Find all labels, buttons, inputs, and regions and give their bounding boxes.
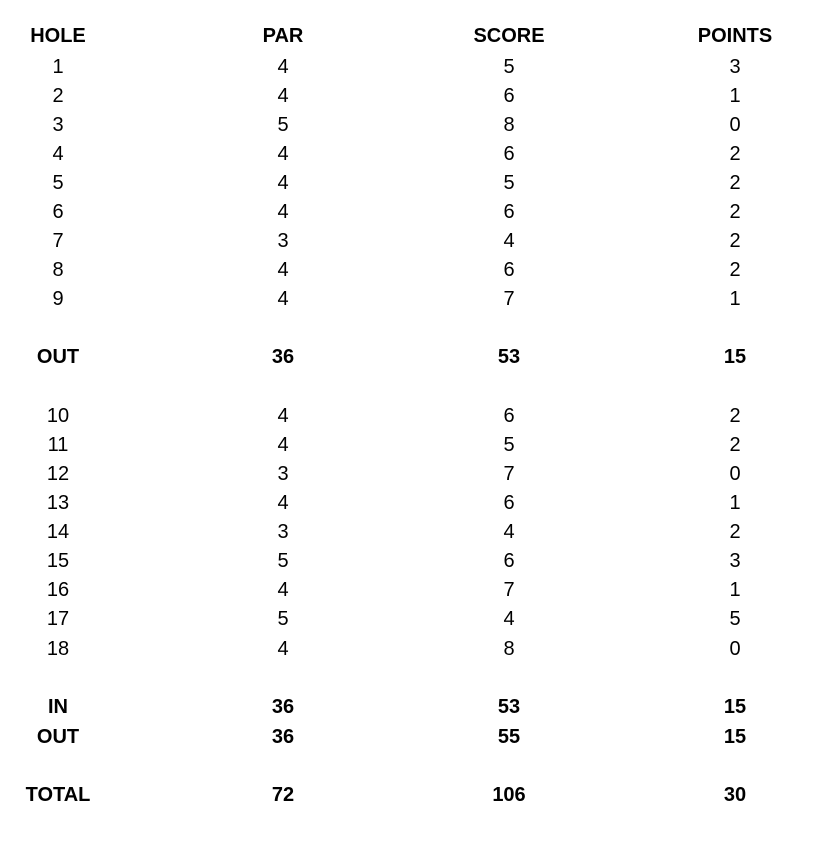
- hole-par: 4: [277, 259, 289, 281]
- hole-score: 6: [503, 550, 515, 572]
- hole-number: 15: [46, 550, 70, 572]
- hole-par: 5: [277, 114, 289, 136]
- hole-row: [0, 169, 816, 198]
- hole-par: 4: [277, 85, 289, 107]
- hole-score: 5: [503, 172, 515, 194]
- out-subtotal-row: [0, 343, 816, 372]
- hole-points: 3: [729, 550, 741, 572]
- hole-points: 2: [729, 434, 741, 456]
- hole-score: 8: [503, 114, 515, 136]
- subtotal-points: 15: [723, 346, 747, 368]
- hole-number: 5: [52, 172, 64, 194]
- hole-row: [0, 111, 816, 140]
- hole-row: [0, 431, 816, 460]
- hole-number: 8: [52, 259, 64, 281]
- hole-par: 3: [277, 230, 289, 252]
- subtotal-par: 36: [271, 346, 295, 368]
- hole-number: 18: [46, 638, 70, 660]
- summary-par: 36: [271, 696, 295, 718]
- hole-score: 4: [503, 230, 515, 252]
- hole-score: 4: [503, 521, 515, 543]
- hole-row: [0, 256, 816, 285]
- hole-score: 4: [503, 608, 515, 630]
- hole-row: [0, 402, 816, 431]
- hole-row: [0, 635, 816, 664]
- total-label: TOTAL: [25, 784, 91, 806]
- hole-par: 4: [277, 405, 289, 427]
- summary-par: 36: [271, 726, 295, 748]
- hole-par: 5: [277, 550, 289, 572]
- hole-score: 7: [503, 579, 515, 601]
- hole-points: 1: [729, 492, 741, 514]
- summary-label: IN: [48, 696, 68, 718]
- hole-row: [0, 140, 816, 169]
- summary-points: 15: [723, 696, 747, 718]
- hole-points: 1: [729, 85, 741, 107]
- hole-points: 2: [729, 201, 741, 223]
- total-score: 106: [492, 784, 526, 806]
- hole-row: [0, 53, 816, 82]
- hole-points: 0: [729, 463, 741, 485]
- hole-points: 0: [729, 638, 741, 660]
- hole-number: 6: [52, 201, 64, 223]
- summary-label: OUT: [36, 726, 80, 748]
- hole-par: 4: [277, 201, 289, 223]
- column-header-score: SCORE: [473, 25, 545, 47]
- hole-score: 6: [503, 85, 515, 107]
- hole-par: 4: [277, 288, 289, 310]
- hole-par: 4: [277, 492, 289, 514]
- hole-number: 16: [46, 579, 70, 601]
- hole-par: 4: [277, 56, 289, 78]
- hole-score: 6: [503, 259, 515, 281]
- subtotal-score: 53: [497, 346, 521, 368]
- hole-points: 5: [729, 608, 741, 630]
- hole-points: 2: [729, 405, 741, 427]
- hole-number: 4: [52, 143, 64, 165]
- hole-score: 7: [503, 463, 515, 485]
- hole-row: [0, 547, 816, 576]
- hole-points: 0: [729, 114, 741, 136]
- hole-number: 7: [52, 230, 64, 252]
- subtotal-label: OUT: [36, 346, 80, 368]
- hole-score: 6: [503, 492, 515, 514]
- hole-score: 6: [503, 201, 515, 223]
- out-summary-row: [0, 723, 816, 752]
- hole-points: 2: [729, 230, 741, 252]
- column-header-par: PAR: [262, 25, 304, 47]
- total-par: 72: [271, 784, 295, 806]
- hole-par: 3: [277, 521, 289, 543]
- hole-par: 4: [277, 172, 289, 194]
- hole-row: [0, 285, 816, 314]
- hole-number: 13: [46, 492, 70, 514]
- hole-number: 17: [46, 608, 70, 630]
- hole-row: [0, 576, 816, 605]
- hole-row: [0, 198, 816, 227]
- hole-points: 1: [729, 288, 741, 310]
- hole-number: 14: [46, 521, 70, 543]
- hole-par: 4: [277, 143, 289, 165]
- hole-par: 5: [277, 608, 289, 630]
- hole-score: 5: [503, 434, 515, 456]
- hole-score: 6: [503, 143, 515, 165]
- summary-points: 15: [723, 726, 747, 748]
- hole-score: 7: [503, 288, 515, 310]
- hole-score: 8: [503, 638, 515, 660]
- total-points: 30: [723, 784, 747, 806]
- hole-points: 2: [729, 521, 741, 543]
- hole-number: 3: [52, 114, 64, 136]
- summary-score: 55: [497, 726, 521, 748]
- hole-points: 2: [729, 172, 741, 194]
- hole-number: 1: [52, 56, 64, 78]
- hole-par: 4: [277, 434, 289, 456]
- column-header-hole: HOLE: [30, 25, 86, 47]
- hole-number: 10: [46, 405, 70, 427]
- column-header-points: POINTS: [697, 25, 773, 47]
- hole-points: 2: [729, 259, 741, 281]
- hole-number: 12: [46, 463, 70, 485]
- hole-number: 9: [52, 288, 64, 310]
- hole-points: 1: [729, 579, 741, 601]
- header-row: [0, 22, 816, 51]
- hole-par: 4: [277, 638, 289, 660]
- hole-points: 2: [729, 143, 741, 165]
- hole-par: 3: [277, 463, 289, 485]
- hole-score: 5: [503, 56, 515, 78]
- hole-number: 2: [52, 85, 64, 107]
- hole-row: [0, 460, 816, 489]
- hole-par: 4: [277, 579, 289, 601]
- total-row: [0, 781, 816, 810]
- summary-score: 53: [497, 696, 521, 718]
- hole-row: [0, 489, 816, 518]
- hole-row: [0, 605, 816, 634]
- hole-row: [0, 518, 816, 547]
- hole-row: [0, 227, 816, 256]
- in-summary-row: [0, 693, 816, 722]
- hole-row: [0, 82, 816, 111]
- hole-number: 11: [47, 434, 69, 456]
- hole-score: 6: [503, 405, 515, 427]
- hole-points: 3: [729, 56, 741, 78]
